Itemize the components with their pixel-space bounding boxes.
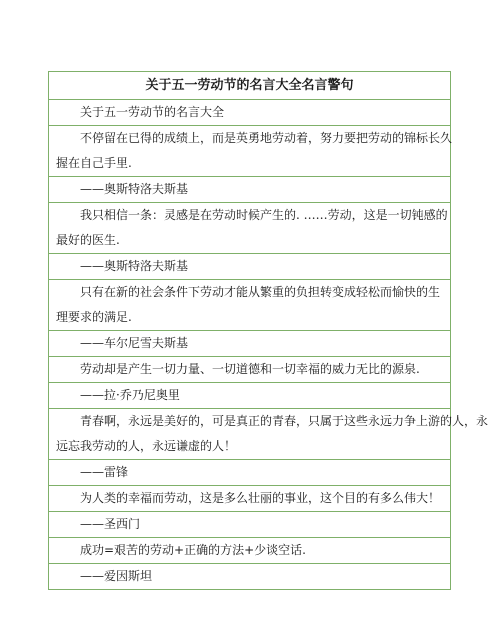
quote-row xyxy=(49,280,450,331)
author-row xyxy=(49,331,450,357)
quote-row xyxy=(49,409,489,460)
text-line: 青春啊，永远是美好的，可是真正的青春，只属于这些永远力争上游的人，永 xyxy=(80,414,489,428)
text-line: ——奥斯特洛夫斯基 xyxy=(80,259,189,273)
document-table xyxy=(48,71,489,590)
quote-row xyxy=(49,486,450,512)
text-line: 只有在新的社会条件下劳动才能从繁重的负担转变成轻松而愉快的生 xyxy=(80,285,441,299)
text-line: 不停留在已得的成绩上，而是英勇地劳动着，努力要把劳动的锦标长久 xyxy=(80,131,453,145)
text-line: ——车尔尼雪夫斯基 xyxy=(80,336,189,350)
quote-row xyxy=(49,357,450,383)
document-title: 关于五一劳动节的名言大全名言警句 xyxy=(49,72,450,100)
quote-row xyxy=(49,126,453,177)
text-line: 为人类的幸福而劳动，这是多么壮丽的事业，这个目的有多么伟大！ xyxy=(80,491,441,505)
quote-row xyxy=(49,538,450,564)
text-line: ——奥斯特洛夫斯基 xyxy=(80,182,189,196)
text-line: 远忘我劳动的人，永远谦虚的人！ xyxy=(56,439,237,453)
text-line: 劳动却是产生一切力量、一切道德和一切幸福的威力无比的源泉. xyxy=(80,362,420,376)
text-line: 关于五一劳动节的名言大全 xyxy=(80,105,225,119)
text-line: 理要求的满足. xyxy=(56,310,132,324)
quote-row xyxy=(49,203,450,254)
author-row xyxy=(49,254,450,280)
author-row xyxy=(49,460,450,486)
text-line: 成功=艰苦的劳动+正确的方法+少谈空话. xyxy=(80,543,306,557)
text-line: 我只相信一条：灵感是在劳动时候产生的. ……劳动，这是一切钝感的 xyxy=(80,208,448,222)
text-line: ——拉·乔乃尼奥里 xyxy=(80,388,180,402)
author-row xyxy=(49,177,450,203)
text-line: ——雷锋 xyxy=(80,465,129,479)
quote-row xyxy=(49,100,450,126)
text-line: 握在自己手里. xyxy=(56,156,132,170)
text-line: ——圣西门 xyxy=(80,517,141,531)
text-line: 最好的医生. xyxy=(56,233,120,247)
author-row xyxy=(49,512,450,538)
quote-rows xyxy=(49,100,489,590)
text-line: ——爱因斯坦 xyxy=(80,569,153,583)
author-row xyxy=(49,383,450,409)
author-row xyxy=(49,564,450,590)
